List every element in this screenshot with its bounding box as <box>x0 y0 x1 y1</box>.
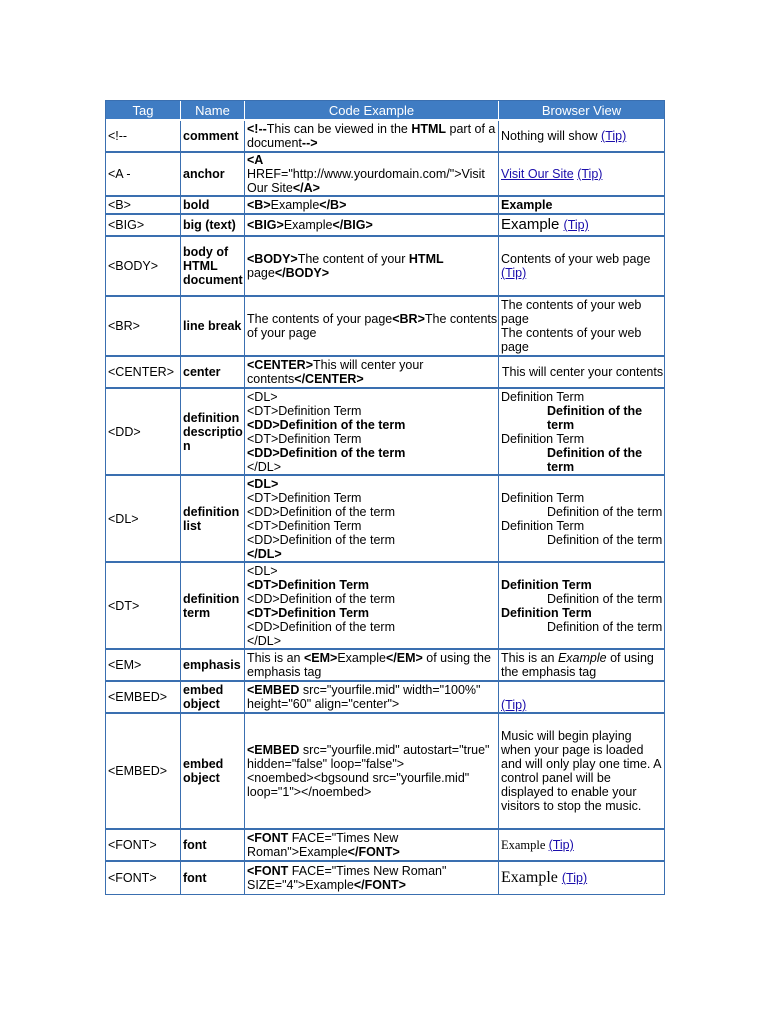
code-token: The contents of your page <box>247 312 393 326</box>
view-cell <box>499 682 664 714</box>
code-line: </DL> <box>247 633 282 648</box>
name-cell: line break <box>181 297 245 357</box>
code-cell <box>245 297 499 357</box>
tag-cell: <BODY> <box>106 237 181 297</box>
tip-link[interactable]: (Tip) <box>563 218 589 232</box>
name-cell: definition list <box>181 476 245 563</box>
header-name: Name <box>181 101 245 121</box>
code-token: <BR> <box>392 312 425 326</box>
tag-cell: <EM> <box>106 650 181 682</box>
code-token: src="yourfile.mid" autostart="true" hidden="false" loop="false"> <box>247 743 490 771</box>
view-cell <box>499 297 664 357</box>
view-cell: Example <box>499 197 664 215</box>
name-cell: center <box>181 357 245 389</box>
tag-cell: <DD> <box>106 389 181 476</box>
code-token: <EM> <box>303 651 338 665</box>
code-token: HTML <box>411 122 447 136</box>
tag-cell: <FONT> <box>106 830 181 862</box>
code-line: <DD>Definition of the term <box>247 532 395 547</box>
code-line: <DL> <box>247 563 278 578</box>
tag-reference-table-wrapper <box>105 100 663 895</box>
view-cell <box>499 121 664 153</box>
code-line: <DL> <box>247 476 279 491</box>
table-row <box>106 153 664 197</box>
table-row <box>106 215 664 237</box>
code-token: The content of your <box>297 252 409 266</box>
html-tag-reference-table <box>105 100 665 895</box>
code-token: </BODY> <box>274 266 329 280</box>
view-cell <box>499 153 664 197</box>
tag-cell: <EMBED> <box>106 714 181 830</box>
name-cell: font <box>181 830 245 862</box>
tip-link[interactable]: (Tip) <box>501 266 527 280</box>
code-token: <FONT <box>247 864 289 878</box>
header-tag: Tag <box>106 101 181 121</box>
code-token: Example <box>283 218 333 232</box>
code-cell <box>245 650 499 682</box>
code-line: <DT>Definition Term <box>247 403 362 418</box>
header-code-example: Code Example <box>245 101 499 121</box>
view-line: The contents of your web page <box>501 326 642 354</box>
code-token: <A <box>247 153 264 167</box>
view-text: Contents of your web page <box>501 252 651 266</box>
code-token: This will center your contents <box>247 358 424 386</box>
code-cell <box>245 153 499 197</box>
code-cell <box>245 237 499 297</box>
table-row <box>106 563 664 650</box>
view-cell <box>499 389 664 476</box>
table-row <box>106 830 664 862</box>
view-text: Example <box>501 838 549 852</box>
name-cell: definition term <box>181 563 245 650</box>
code-token: <CENTER> <box>247 358 313 372</box>
table-row <box>106 650 664 682</box>
definition-description: Definition of the term <box>547 403 643 432</box>
code-line: <DT>Definition Term <box>247 490 362 505</box>
definition-term: Definition Term <box>501 490 585 505</box>
code-token: </BIG> <box>332 218 373 232</box>
code-token: <EMBED <box>247 743 300 757</box>
definition-term: Definition Term <box>501 605 592 620</box>
table-row <box>106 297 664 357</box>
code-line: </DL> <box>247 546 282 561</box>
tip-link[interactable]: (Tip) <box>501 698 527 712</box>
tag-cell: <DT> <box>106 563 181 650</box>
code-token: <B> <box>247 198 271 212</box>
definition-description: Definition of the term <box>547 532 663 547</box>
name-cell: big (text) <box>181 215 245 237</box>
code-line: <DD>Definition of the term <box>247 619 395 634</box>
code-cell <box>245 714 499 830</box>
code-token: HREF="http://www.yourdomain.com/">Visit Our Site <box>247 167 485 195</box>
table-row <box>106 121 664 153</box>
code-cell <box>245 682 499 714</box>
code-cell <box>245 862 499 894</box>
code-token: FACE="Times New Roman" SIZE="4">Example <box>247 864 447 892</box>
code-token: <EMBED <box>247 683 300 697</box>
table-row <box>106 197 664 215</box>
view-text: of using the emphasis tag <box>501 651 654 679</box>
code-token: This can be viewed in the <box>266 122 412 136</box>
tag-cell: <B> <box>106 197 181 215</box>
view-cell <box>499 830 664 862</box>
view-line: The contents of your web page <box>501 298 642 326</box>
code-token: </FONT> <box>353 878 406 892</box>
header-row <box>106 101 664 121</box>
code-token: The contents of your page <box>247 312 498 340</box>
tip-link[interactable]: (Tip) <box>548 838 574 852</box>
code-token: Example <box>337 651 386 665</box>
code-token: <BODY> <box>247 252 298 266</box>
name-cell: anchor <box>181 153 245 197</box>
code-token: <BIG> <box>247 218 284 232</box>
tag-cell: <CENTER> <box>106 357 181 389</box>
definition-term: Definition Term <box>501 577 592 592</box>
table-row <box>106 714 664 830</box>
code-line: <DT>Definition Term <box>247 605 370 620</box>
code-token: Example <box>270 198 320 212</box>
view-text: Example <box>501 869 562 886</box>
tag-cell: <BIG> <box>106 215 181 237</box>
code-token: of using the emphasis tag <box>247 651 491 679</box>
definition-term: Definition Term <box>501 431 585 446</box>
code-cell <box>245 215 499 237</box>
tag-cell: <BR> <box>106 297 181 357</box>
view-cell <box>499 650 664 682</box>
name-cell: emphasis <box>181 650 245 682</box>
code-line: <DT>Definition Term <box>247 431 362 446</box>
code-token: <!-- <box>247 122 267 136</box>
code-token: </CENTER> <box>294 372 364 386</box>
name-cell: body of HTML document <box>181 237 245 297</box>
tip-link[interactable]: (Tip) <box>601 129 627 143</box>
view-cell <box>499 237 664 297</box>
name-cell: embed object <box>181 714 245 830</box>
view-cell: This will center your contents <box>499 357 664 389</box>
code-token: HTML <box>408 252 444 266</box>
code-token: </EM> <box>385 651 423 665</box>
name-cell: font <box>181 862 245 894</box>
tag-cell: <A - <box>106 153 181 197</box>
code-line: <DD>Definition of the term <box>247 417 406 432</box>
table-row <box>106 389 664 476</box>
code-token: This is an <box>247 651 304 665</box>
code-line: </DL> <box>247 459 282 474</box>
view-text: Example <box>501 216 564 233</box>
table-row <box>106 862 664 894</box>
code-token: part of a document <box>247 122 496 150</box>
table-row <box>106 476 664 563</box>
view-cell <box>499 215 664 237</box>
code-token: <FONT <box>247 831 289 845</box>
code-line: <DL> <box>247 389 278 404</box>
definition-description: Definition of the term <box>547 619 663 634</box>
view-text: This is an <box>501 651 558 665</box>
code-token: FACE="Times New Roman">Example <box>247 831 399 859</box>
code-line: <DD>Definition of the term <box>247 591 395 606</box>
view-emphasis: Example <box>557 651 607 665</box>
tag-cell: <DL> <box>106 476 181 563</box>
tag-cell: <EMBED> <box>106 682 181 714</box>
code-token: </A> <box>292 181 320 195</box>
code-cell <box>245 121 499 153</box>
definition-description: Definition of the term <box>547 504 663 519</box>
definition-description: Definition of the term <box>547 445 643 474</box>
code-line: <DD>Definition of the term <box>247 504 395 519</box>
table-row <box>106 237 664 297</box>
tag-cell: <!-- <box>106 121 181 153</box>
code-line: <DT>Definition Term <box>247 518 362 533</box>
code-token: src="yourfile.mid" width="100%" height="60" align="center"> <box>247 683 481 711</box>
definition-term: Definition Term <box>501 389 585 404</box>
tip-link[interactable]: (Tip) <box>561 871 588 885</box>
name-cell: definition description <box>181 389 245 476</box>
code-cell <box>245 389 499 476</box>
tag-cell: <FONT> <box>106 862 181 894</box>
code-cell <box>245 197 499 215</box>
tip-link[interactable]: (Tip) <box>577 167 603 181</box>
code-cell <box>245 476 499 563</box>
name-cell: comment <box>181 121 245 153</box>
header-browser-view: Browser View <box>499 101 664 121</box>
table-row <box>106 682 664 714</box>
code-line: <DD>Definition of the term <box>247 445 406 460</box>
code-line: <DT>Definition Term <box>247 577 370 592</box>
code-line: <noembed><bgsound src="yourfile.mid" loop="1"></noembed> <box>247 771 470 799</box>
definition-description: Definition of the term <box>547 591 663 606</box>
table-row <box>106 357 664 389</box>
code-token: page <box>247 266 275 280</box>
code-token: </B> <box>319 198 347 212</box>
code-cell <box>245 563 499 650</box>
visit-site-link[interactable]: Visit Our Site <box>501 167 574 181</box>
name-cell: embed object <box>181 682 245 714</box>
view-cell <box>499 862 664 894</box>
view-cell <box>499 476 664 563</box>
code-cell <box>245 357 499 389</box>
code-token: </FONT> <box>347 845 400 859</box>
code-token: --> <box>301 136 318 150</box>
definition-term: Definition Term <box>501 518 585 533</box>
view-cell: Music will begin playing when your page is loaded and will only play one time. A control panel will be displayed to enable your visitors to stop the music. <box>499 714 664 830</box>
name-cell: bold <box>181 197 245 215</box>
view-cell <box>499 563 664 650</box>
code-cell <box>245 830 499 862</box>
view-text: Nothing will show <box>501 129 602 143</box>
